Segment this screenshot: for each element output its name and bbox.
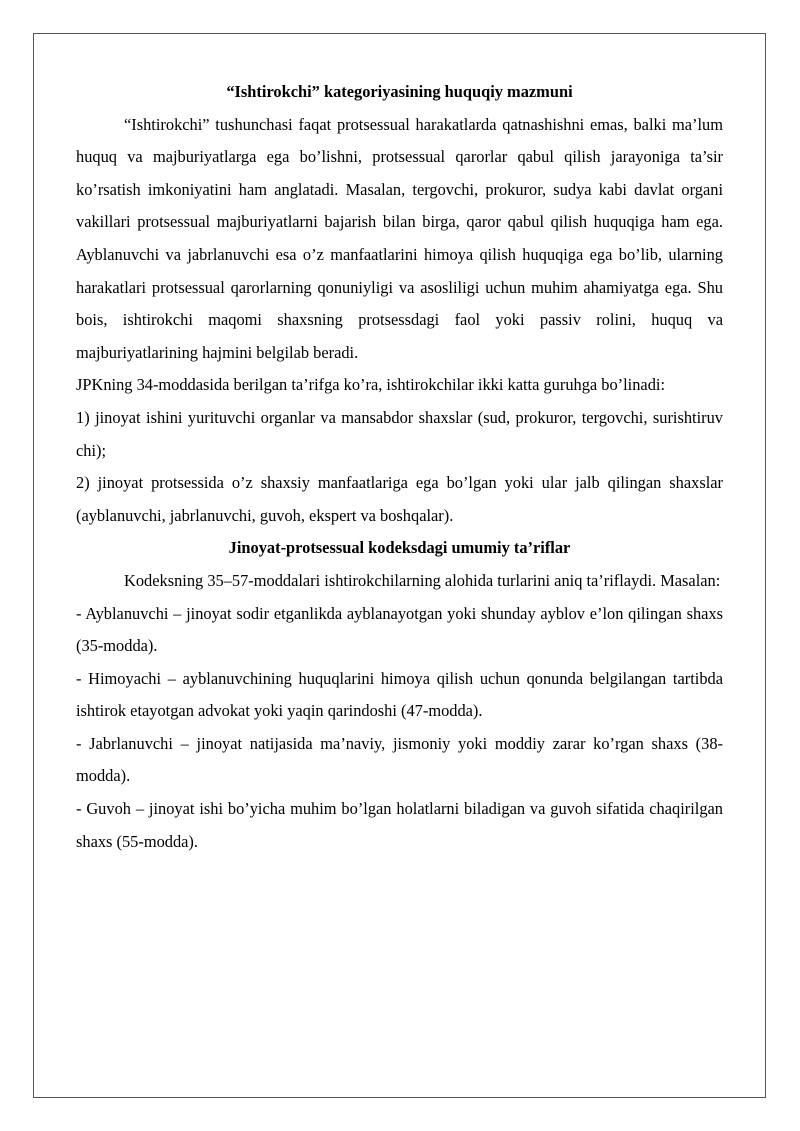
paragraph-ishtirokchi-concept: “Ishtirokchi” tushunchasi faqat protsessual harakatlarda qatnashishni emas, balki ma’lum huquq va majburiyatlarga ega bo’lishni, protsessual qarorlar qabul qilish jarayoniga ta’sir ko’rsatish imkoniyatini ham anglatadi. Masalan, tergovchi, prokuror, sudya kabi davlat organi vakillari protsessual majburiyatlarni bajarish bilan birga, qaror qabul qilish huquqiga ham ega. Ayblanuvchi va jabrlanuvchi esa o’z manfaatlarini himoya qilish huquqiga ega bo’lib, ularning harakatlari protsessual qarorlarning qonuniyligi va asosliligi uchun muhim ahamiyatga ega. Shu bois, ishtirokchi maqomi shaxsning protsessdagi faol yoki passiv rolini, huquq va majburiyatlarining hajmini belgilab beradi. <box>76 114 723 362</box>
section-heading-2: Jinoyat-protsessual kodeksdagi umumiy ta’riflar <box>228 538 571 558</box>
definition-guvoh: - Guvoh – jinoyat ishi bo’yicha muhim bo’lgan holatlarni biladigan va guvoh sifatida chaqirilgan shaxs (55-modda). <box>76 799 723 851</box>
section-heading-1: “Ishtirokchi” kategoriyasining huquqiy mazmuni <box>226 82 573 101</box>
paragraph-kodeks-35-57: Kodeksning 35–57-moddalari ishtirokchilarning alohida turlarini aniq ta’riflaydi. Masalan: <box>124 570 721 590</box>
paragraph-jpk-34: JPKning 34-moddasida berilgan ta’rifga ko’ra, ishtirokchilar ikki katta guruhga bo’linadi: <box>76 375 666 395</box>
definition-jabrlanuvchi: - Jabrlanuvchi – jinoyat natijasida ma’naviy, jismoniy yoki moddiy zarar ko’rgan shaxs (38-modda). <box>76 733 723 786</box>
definition-ayblanuvchi: - Ayblanuvchi – jinoyat sodir etganlikda ayblanayotgan yoki shunday ayblov e’lon qilingan shaxs (35-modda). <box>76 603 723 656</box>
document-body <box>76 76 723 858</box>
list-item-1: 1) jinoyat ishini yurituvchi organlar va mansabdor shaxslar (sud, prokuror, tergovchi, surishtiruv chi); <box>76 407 723 460</box>
list-item-2: 2) jinoyat protsessida o’z shaxsiy manfaatlariga ega bo’lgan yoki ular jalb qilingan shaxslar (ayblanuvchi, jabrlanuvchi, guvoh, ekspert va boshqalar). <box>76 473 723 525</box>
definition-himoyachi: - Himoyachi – ayblanuvchining huquqlarini himoya qilish uchun qonunda belgilangan tartibda ishtirok etayotgan advokat yoki yaqin qarindoshi (47-modda). <box>76 668 723 721</box>
